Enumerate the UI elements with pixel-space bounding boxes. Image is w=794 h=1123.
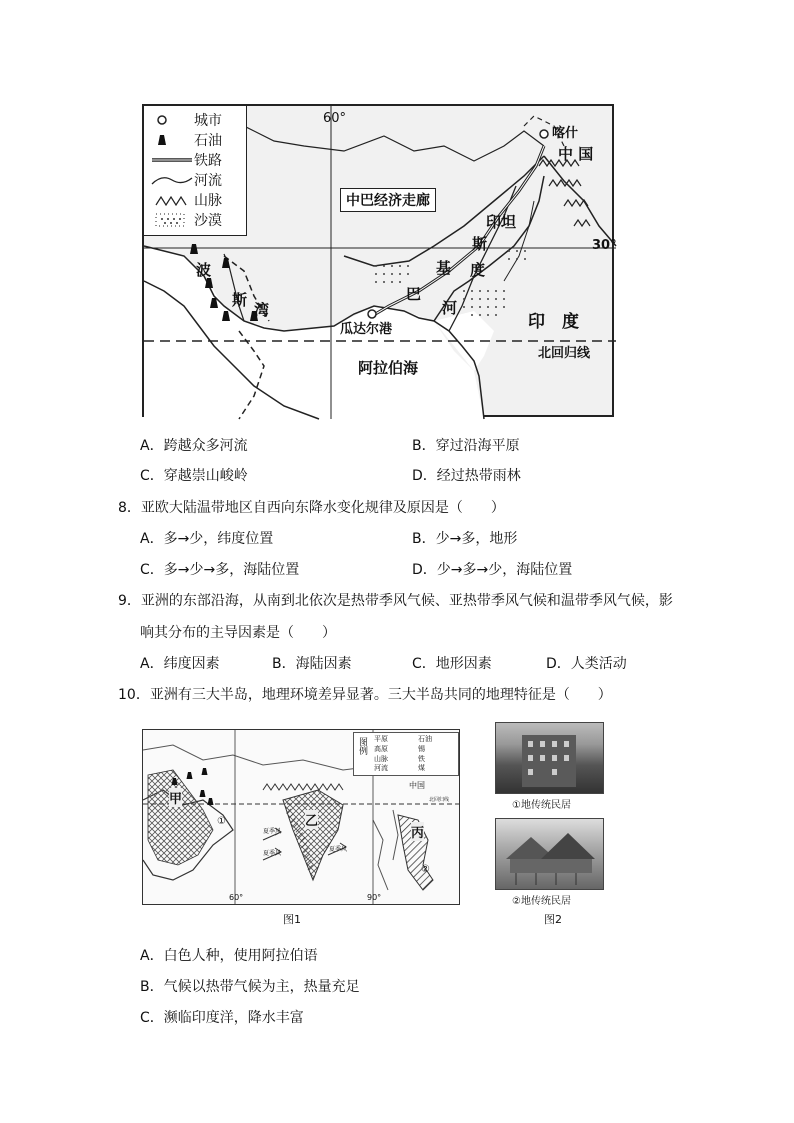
photo2-caption: ②地传统民居	[512, 896, 571, 907]
q9-stem-line1: 9．亚洲的东部沿海，从南到北依次是热带季风气候、亚热带季风气候和温带季风气候，影	[118, 593, 673, 609]
summer-wind-3: 夏季风	[329, 846, 348, 853]
legend-item-city: 城市	[152, 110, 222, 130]
label-tropic: 北回归线	[429, 797, 450, 803]
q7-option-c[interactable]: C．穿越崇山峻岭	[140, 468, 248, 484]
q7-option-a[interactable]: A．跨越众多河流	[140, 438, 248, 454]
legend-plain: 平原	[374, 735, 388, 743]
q10-fig1-map	[142, 729, 460, 905]
legend-mountain: 山脉	[374, 755, 388, 763]
q9-option-d[interactable]: D．人类活动	[546, 656, 627, 672]
pakistan-char1: 斯	[472, 235, 488, 253]
longitude-label: 60°	[323, 111, 347, 126]
mountain-range-icon	[156, 197, 186, 205]
river-line-icon	[152, 178, 192, 184]
q8-stem: 8．亚欧大陆温带地区自西向东降水变化规律及原因是（ ）	[118, 500, 505, 516]
legend-item-river: 河流	[152, 170, 222, 190]
legend-tin: 锡	[418, 745, 425, 753]
map-china-pakistan-corridor	[142, 104, 617, 417]
legend-oil: 石油	[418, 735, 432, 743]
q8-option-a[interactable]: A．多→少，纬度位置	[140, 531, 274, 547]
label-china: 中国	[409, 781, 425, 790]
q9-option-c[interactable]: C．地形因素	[412, 656, 492, 672]
q8-option-c[interactable]: C．多→少→多，海陆位置	[140, 562, 300, 578]
label-yi: 乙	[305, 810, 318, 829]
q9-stem-line2: 响其分布的主导因素是（ ）	[140, 625, 336, 641]
kashgar-label: 喀什	[552, 126, 579, 141]
latitude-label: 30°	[592, 238, 617, 253]
label-lon60: 60°	[229, 893, 244, 902]
pakistan-char3: 巴	[406, 285, 422, 303]
india-pak-label: 印坦	[486, 213, 517, 231]
map-legend	[144, 106, 247, 236]
city-circle-icon	[158, 116, 166, 124]
q7-option-d[interactable]: D．经过热带雨林	[412, 468, 521, 484]
q8-option-b[interactable]: B．少→多，地形	[412, 531, 518, 547]
photo-dwelling-2	[495, 818, 604, 890]
legend-river: 河流	[374, 764, 388, 772]
q10-stem: 10．亚洲有三大半岛，地理环境差异显著。三大半岛共同的地理特征是（ ）	[118, 687, 612, 703]
photo-dwelling-1	[495, 722, 604, 794]
label-bing: 丙	[411, 822, 424, 841]
label-circle-1: ①	[217, 816, 226, 827]
india-label: 印 度	[528, 312, 579, 332]
q7-option-b[interactable]: B．穿过沿海平原	[412, 438, 520, 454]
label-jia: 甲	[169, 788, 182, 807]
summer-wind-1: 夏季风	[263, 828, 282, 835]
summer-wind-2: 夏季风	[263, 850, 282, 857]
corridor-label: 中巴经济走廊	[340, 188, 436, 212]
q9-option-b[interactable]: B．海陆因素	[272, 656, 352, 672]
label-circle-2: ②	[421, 864, 430, 875]
tropic-label: 北回归线	[538, 346, 591, 361]
legend-item-desert: 沙漠	[152, 210, 222, 230]
photo1-caption: ①地传统民居	[512, 800, 571, 811]
fig1-caption: 图1	[283, 913, 301, 926]
oil-marker-icon	[158, 135, 166, 145]
persian-gulf-char2: 斯	[232, 291, 248, 309]
legend-coal: 煤	[418, 764, 425, 772]
label-lon90: 90°	[367, 893, 382, 902]
q10-option-c[interactable]: C．濒临印度洋，降水丰富	[140, 1010, 304, 1026]
q10-option-a[interactable]: A．白色人种，使用阿拉伯语	[140, 948, 318, 964]
desert-dots-icon	[152, 212, 194, 228]
pakistan-char2: 基	[436, 259, 452, 277]
fig1-legend-title: 图例	[357, 737, 367, 755]
fig2-caption: 图2	[544, 913, 562, 926]
legend-item-mountain: 山脉	[152, 190, 222, 210]
indus-char1: 度	[470, 261, 486, 279]
fig1-legend	[353, 732, 459, 776]
legend-iron: 铁	[418, 755, 425, 763]
legend-plateau: 高原	[374, 745, 388, 753]
legend-item-oil: 石油	[152, 130, 222, 150]
gwadar-label: 瓜达尔港	[340, 322, 393, 337]
indus-char2: 河	[442, 299, 458, 317]
persian-gulf-char3: 湾	[254, 301, 270, 319]
q10-option-b[interactable]: B．气候以热带气候为主，热量充足	[140, 979, 360, 995]
legend-item-railway: 铁路	[194, 153, 222, 169]
arabian-sea-label: 阿拉伯海	[358, 359, 419, 377]
china-label: 中 国	[558, 145, 594, 163]
persian-gulf-char1: 波	[196, 261, 212, 279]
q9-option-a[interactable]: A．纬度因素	[140, 656, 220, 672]
q8-option-d[interactable]: D．少→多→少，海陆位置	[412, 562, 573, 578]
